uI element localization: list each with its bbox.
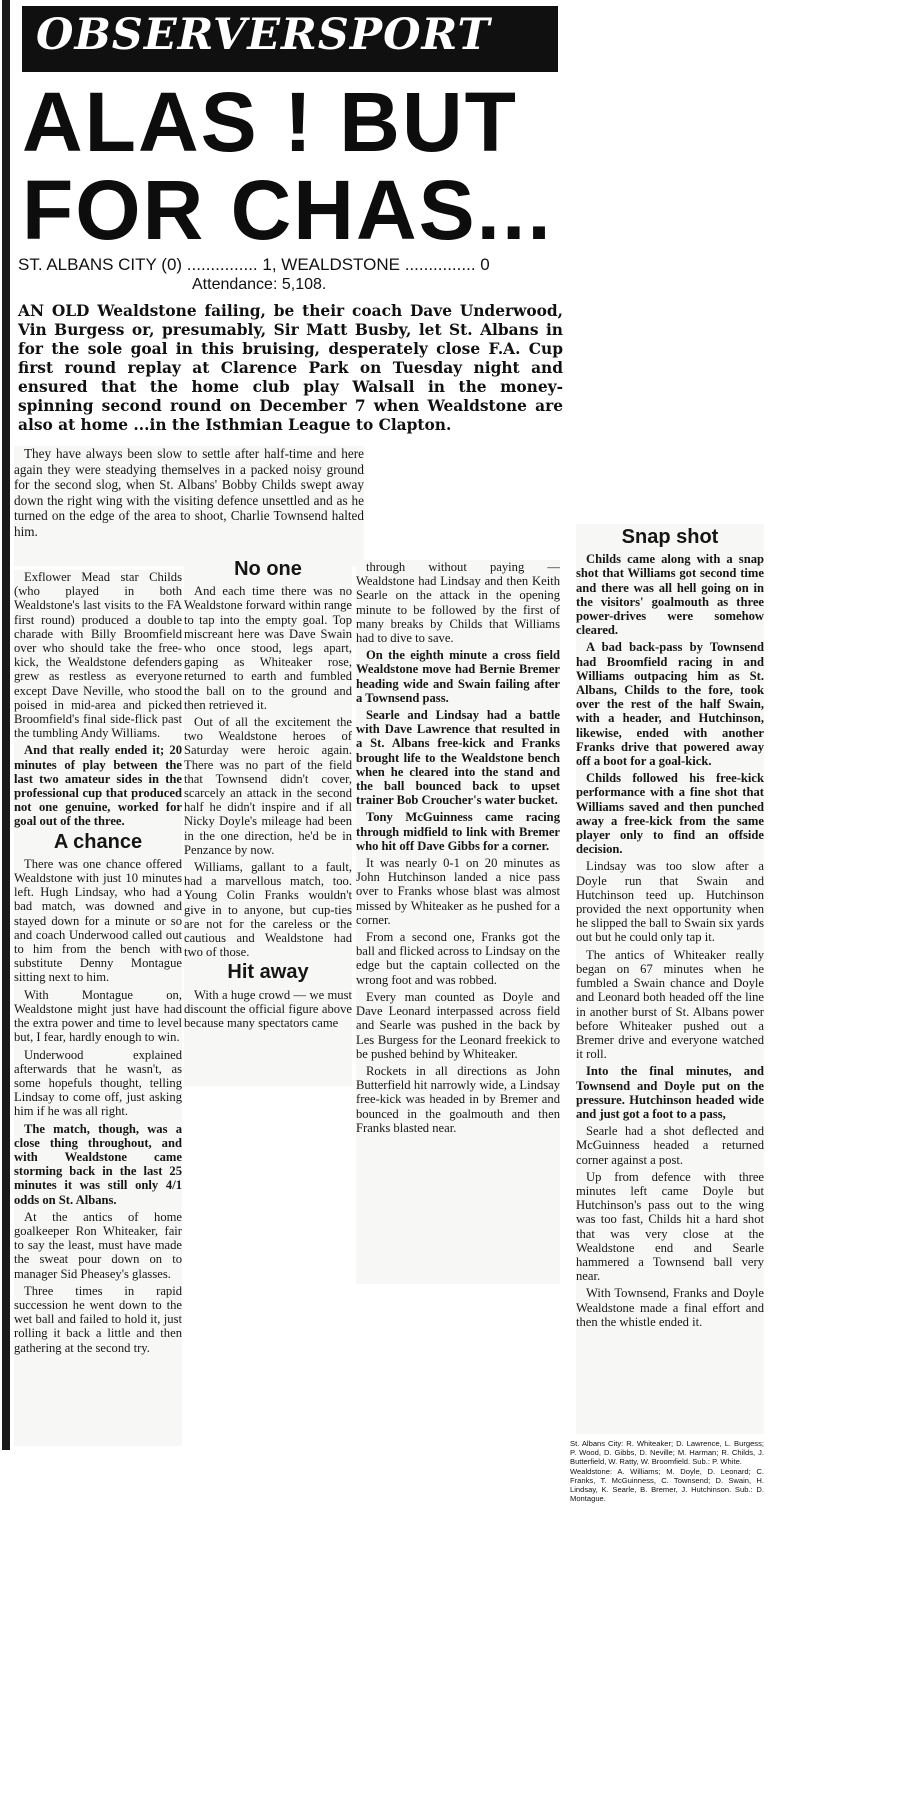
article-paragraph: Lindsay was too slow after a Doyle run that Swain and Hutchinson teed up. Hutchinson provided the next opportunity when he slipped the ball to Swain six yards out but he could only tap it. <box>576 859 764 945</box>
article-paragraph: Out of all the excitement the two Wealdstone heroes of Saturday were heroic again. There was no part of the field that Townsend didn't cover, scarcely an attack in the second half he didn't inspire and if all Nicky Doyle's mileage had been in the one direction, he'd be in Penzance by now. <box>184 715 352 857</box>
article-paragraph: And each time there was no Wealdstone forward within range to tap into the empty goal. Top miscreant here was Dave Swain who once stood, legs apart, gaping as Whiteaker rose, returned to earth and fumbled the ball on to the ground and then retrieved it. <box>184 584 352 712</box>
masthead-banner <box>22 6 558 72</box>
article-paragraph: The match, though, was a close thing throughout, and with Wealdstone came storming back in the last 25 minutes it was still only 4/1 odds on St. Albans. <box>14 1121 182 1207</box>
team-lineups <box>570 1440 764 1506</box>
subheading-snap-shot: Snap shot <box>621 526 719 548</box>
article-paragraph: The antics of Whiteaker really began on 67 minutes when he fumbled a Swain chance and Doyle and Leonard both headed off the line in another burst of St. Albans power before Whiteaker pushed out a Bremer drive and everyone watched it roll. <box>576 947 764 1062</box>
column-3 <box>356 560 560 1284</box>
article-paragraph: From a second one, Franks got the ball and flicked across to Lindsay on the edge but the captain collected on the wrong foot and was robbed. <box>356 930 560 987</box>
article-paragraph: Rockets in all directions as John Butterfield hit narrowly wide, a Lindsay free-kick was headed in by Bremer and bounced in the goalmouth and then Franks blasted near. <box>356 1063 560 1135</box>
article-paragraph: With Montague on, Wealdstone might just have had the extra power and time to level but, I fear, hardly enough to win. <box>14 987 182 1045</box>
page-edge-shadow <box>2 0 10 1450</box>
headline <box>22 75 562 257</box>
subheading-a-chance: A chance <box>53 830 143 853</box>
column-1 <box>14 570 182 1446</box>
subheading-hit-away: Hit away <box>227 961 309 984</box>
article-paragraph: Every man counted as Doyle and Dave Leonard interpassed across field and Searle was pushed in the back by Les Burgess for the Leonard freekick to be pushed behind by Whiteaker. <box>356 989 560 1061</box>
article-paragraph: They have always been slow to settle after half-time and here again they were steadying themselves in a packed noisy ground for the second slog, when St. Albans' Bobby Childs swept away down the right wing with the visiting defence unsettled and as he turned on the edge of the area to shoot, Charlie Townsend halted him. <box>14 446 364 539</box>
article-paragraph: A bad back-pass by Townsend had Broomfield racing in and Williams outpacing him as St. Albans, Childs to the fore, took over the rest of the half Swain, with a header, and Hutchinson, likewise, ended with another Franks drive that powered away off a boot for a goal-kick. <box>576 640 764 769</box>
article-paragraph: through without paying — Wealdstone had Lindsay and then Keith Searle on the attack in the opening minute to be followed by the first of many breaks by Childs that Williams had to dive to save. <box>356 560 560 646</box>
article-paragraph: Childs followed his free-kick performance with a fine shot that Williams saved and then punched away a free-kick from the same player only to find an offside decision. <box>576 771 764 857</box>
column-4 <box>576 524 764 1434</box>
article-paragraph: And that really ended it; 20 minutes of play between the last two amateur sides in the professional cup that produced not one genuine, worked for goal out of the three. <box>14 743 182 829</box>
article-paragraph: With a huge crowd — we must discount the official figure above because many spectators came <box>184 987 352 1031</box>
article-paragraph: It was nearly 0-1 on 20 minutes as John Hutchinson landed a nice pass over to Franks whose blast was almost missed by Whiteaker as he pushed for a corner. <box>356 856 560 927</box>
article-paragraph: Three times in rapid succession he went down to the wet ball and failed to hold it, just rolling it back a little and then gathering at the second try. <box>14 1283 182 1355</box>
team-lineup-wealdstone: Wealdstone: A. Williams; M. Doyle, D. Leonard; C. Franks, T. McGuinness, C. Townsend; D. Swain, H. Lindsay, K. Searle, B. Bremer, J. Hutchinson. Sub.: D. Montague. <box>570 1467 764 1503</box>
scoreline: ST. ALBANS CITY (0) ............... 1, WEALDSTONE ............... 0 <box>18 255 490 274</box>
column-1-top-clip <box>14 446 364 566</box>
article-paragraph: On the eighth minute a cross field Wealdstone move had Bernie Bremer heading wide and Swain failing after a Townsend pass. <box>356 648 560 705</box>
article-paragraph: Up from defence with three minutes left came Doyle but Hutchinson's pass out to the wing was too fast, Childs hit a hard shot that was very close at the Wealdstone end and Searle hammered a Townsend ball very near. <box>576 1169 764 1284</box>
headline-line-2: FOR CHAS... <box>22 163 553 257</box>
article-paragraph: Tony McGuinness came racing through midfield to link with Bremer who hit off Dave Gibbs for a corner. <box>356 810 560 853</box>
article-paragraph: Williams, gallant to a fault, had a marvellous match, too. Young Colin Franks wouldn't give in to anyone, but cup-ties are not for the careless or the cautious and Wealdstone had two of those. <box>184 860 352 960</box>
article-paragraph: At the antics of home goalkeeper Ron Whiteaker, fair to say the least, must have made the sweat pour down on to manager Sid Pheasey's glasses. <box>14 1209 182 1281</box>
article-paragraph: Searle and Lindsay had a battle with Dave Lawrence that resulted in a St. Albans free-kick and Franks brought life to the Wealdstone bench when he cleared into the stand and the ball bounced back to upset trainer Bob Croucher's water bucket. <box>356 708 560 808</box>
article-paragraph: With Townsend, Franks and Doyle Wealdstone made a final effort and then the whistle ended it. <box>576 1286 764 1329</box>
attendance: Attendance: 5,108. <box>192 276 327 293</box>
intro-paragraph: AN OLD Wealdstone failing, be their coach Dave Underwood, Vin Burgess or, presumably, Sir Matt Busby, let St. Albans in for the sole goal in this bruising, desperately close F.A. Cup first round replay at Clarence Park on Tuesday night and ensured that the home club play Walsall in the money-spinning second round on December 7 when Wealdstone are also at home ...in the Isthmian League to Clapton. <box>18 302 563 434</box>
article-paragraph: Searle had a shot deflected and McGuinness headed a returned corner against a post. <box>576 1124 764 1167</box>
column-2 <box>184 556 352 1086</box>
article-paragraph: There was one chance offered Wealdstone with just 10 minutes left. Hugh Lindsay, who had a bad match, was downed and stayed down for a minute or so and coach Underwood called out to him from the bench with substitute Denny Montague sitting next to him. <box>14 856 182 985</box>
team-lineup-st-albans: St. Albans City: R. Whiteaker; D. Lawrence, L. Burgess; P. Wood, D. Gibbs, D. Neville; M. Harman; R. Childs, J. Butterfield, W. Ratty, W. Broomfield. Sub.: P. White. <box>570 1439 764 1466</box>
article-paragraph: Childs came along with a snap shot that Williams got second time and there was all hell going on in the visitors' goalmouth as three power-drives were somehow cleared. <box>576 552 764 638</box>
article-paragraph: Underwood explained afterwards that he wasn't, as some hopefuls thought, telling Lindsay to come off, just asking him if he was all right. <box>14 1047 182 1119</box>
subheading-no-one: No one <box>234 558 302 580</box>
article-paragraph: Exflower Mead star Childs (who played in both Wealdstone's last visits to the FA first round) produced a double charade with Billy Broomfield over who should take the free-kick, the Wealdstone defenders grew as restless as everyone except Dave Neville, who stood poised in mid-area and picked Broomfield's final side-flick past the tumbling Andy Williams. <box>14 570 182 741</box>
masthead-title: OBSERVERSPORT <box>36 10 491 60</box>
headline-line-1: ALAS ! BUT <box>22 75 518 169</box>
article-paragraph: Into the final minutes, and Townsend and Doyle put on the pressure. Hutchinson headed wide and just got a foot to a pass, <box>576 1064 764 1121</box>
